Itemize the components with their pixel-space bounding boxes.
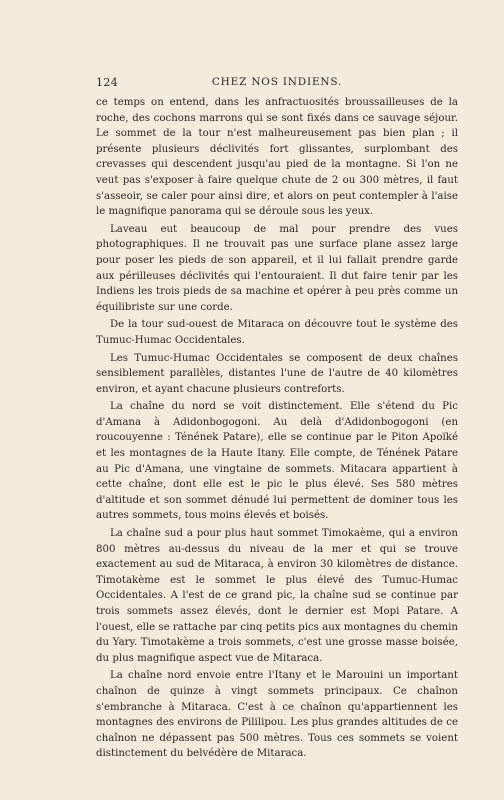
paragraph: Laveau eut beaucoup de mal pour prendre des vues photographiques. Il ne trouvait pas une surface plane assez large pour poser les pieds de son appareil, et il lui fallait prendre garde aux périlleuses déclivités qui l'entouraient. Il dut faire tenir par les Indiens les trois pieds de sa machine et opérer à peu près comme un équilibriste sur une corde.	[96, 223, 458, 313]
paragraph: La chaîne du nord se voit distinctement. Elle s'étend du Pic d'Amana à Adidonbogogoni. Au delà d'Adidonbogogoni (en roucouyenne : Ténének Patare), elle se continue par le Piton Apoïké et les montagnes de la Haute Itany. Elle compte, de Ténének Patare au Pic d'Amana, une vingtaine de sommets. Mitacara appartient à cette chaîne, dont elle est le pic le plus élevé. Ses 580 mètres d'altitude et son sommet dénudé lui permettent de dominer tous les autres sommets, tous moins élevés et boisés.	[96, 401, 458, 522]
paragraph: La chaîne sud a pour plus haut sommet Timokaème, qui a environ 800 mètres au-dessus du niveau de la mer et qui se trouve exactement au sud de Mitaraca, à environ 30 kilomètres de distance. Timotakème est le sommet le plus élevé des Tumuc-Humac Occidentales. A l'est de ce grand pic, la chaîne sud se continue par trois sommets assez élevés, dont le dernier est Mopi Patare. A l'ouest, elle se rattache par cinq petits pics aux montagnes du chemin du Yary. Timotakème a trois sommets, c'est une grosse masse boisée, du plus magnifique aspect vue de Mitaraca.	[96, 528, 458, 664]
paragraph: De la tour sud-ouest de Mitaraca on découvre tout le système des Tumuc-Humac Occidentales.	[96, 319, 458, 346]
body-text	[96, 95, 458, 764]
paragraph: La chaîne nord envoie entre l'Itany et le Marouini un important chaînon de quinze à vingt sommets principaux. Ce chaînon s'embranche à Mitaraca. C'est à ce chaînon qu'appartiennent les montagnes des environs de Pililipou. Les plus grandes altitudes de ce chaînon ne dépassent pas 500 mètres. Tous ces sommets se voient distinctement du belvédère de Mitaraca.	[96, 670, 458, 760]
page-header	[96, 76, 458, 92]
running-title: CHEZ NOS INDIENS.	[211, 76, 343, 88]
page-number: 124	[96, 76, 119, 89]
paragraph: ce temps on entend, dans les anfractuosités broussailleuses de la roche, des cochons marrons qui se sont fixés dans ce sauvage séjour. Le sommet de la tour n'est malheureusement pas bien plan ; il présente plusieurs déclivités fort glissantes, surplombant des crevasses qui descendent jusqu'au pied de la montagne. Si l'on ne veut pas s'exposer à faire quelque chute de 2 ou 300 mètres, il faut s'asseoir, se caler pour ainsi dire, et alors on peut contempler à l'aise le magnifique panorama qui se déroule sous les yeux.	[96, 97, 458, 218]
paragraph: Les Tumuc-Humac Occidentales se composent de deux chaînes sensiblement parallèles, distantes l'une de l'autre de 40 kilomètres environ, et ayant chacune plusieurs contreforts.	[96, 352, 458, 395]
